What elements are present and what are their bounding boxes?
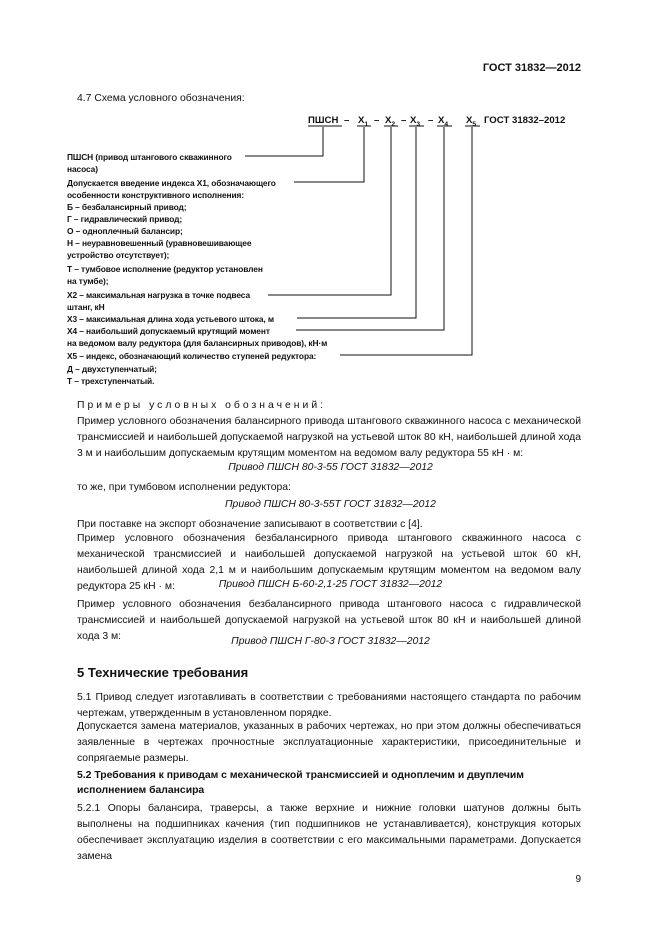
designation-dash: – [374,115,380,126]
label-x1-cont: особенности конструктивного исполнения: [67,190,245,200]
example-paragraph-4: Пример условного обозначения безбалансирного привода штангового скважинного насоса с механической трансмиссией и наибольшей допускаемой нагрузкой на устьевой шток 60 кН, наибольшей длиной хода 2,1 м и наибольшим допускаемым крутящим моментом на ведомом валу редуктора 25 кН · м: [77,533,581,592]
paragraph-5-2-1: 5.2.1 Опоры балансира, траверсы, а также верхние и нижние головки шатунов должны быть выполнены на подшипниках качения (тип подшипников не устанавливается), конструкция которых обеспечивает эксплуатацию изделия в соответствии с его максимальными параметрами. Допускается замена [77,803,581,862]
label-d: Д – двухступенчатый; [67,364,157,374]
label-x1: Допускается введение индекса X1, обозначающего [67,178,276,188]
example-paragraph-5: Пример условного обозначения безбалансирного привода штангового насоса с гидравлической трансмиссией и наибольшей допускаемой нагрузкой на устьевой шток 80 кН и наибольшей длиной хода 3 м: [77,599,581,642]
label-b: Б – безбалансирный привод; [67,202,187,212]
label-g: Г – гидравлический привод; [67,214,183,224]
page-number: 9 [575,874,581,885]
designation-x2: $X_2$ [385,115,396,128]
label-x3: X3 – максимальная длина хода устьевого штока, м [67,314,274,324]
example-paragraph-1-text: Пример условного обозначения балансирного привода штангового скважинного насоса с механической трансмиссией и наибольшей допускаемой нагрузкой на устьевой шток 80 кН, наибольшей длиной хода 3 м и наибольшим допускаемым крутящим моментом на ведомом валу редуктора 55 кН · м: [77,416,581,459]
label-n: Н – неуравновешенный (уравновешивающее [67,238,252,248]
example-designation-3: Привод ПШСН Б-60-2,1-25 ГОСТ 31832—2012 [218,579,443,590]
document-header-standard: ГОСТ 31832—2012 [482,62,581,74]
paragraph-5-1-cont: Допускается замена материалов, указанных в рабочих чертежах, но при этом должны обеспечиваться заявленные в чертежах прочностные эксплуатационные характеристики, присоединительные и сопрягаемые размеры. [77,721,581,764]
label-x5: X5 – индекс, обозначающий количество ступеней редуктора: [67,351,317,361]
designation-dash: – [344,115,350,126]
label-pshsn: ПШСН (привод штангового скважинного [67,152,232,162]
designation-standard: ГОСТ 31832–2012 [484,115,566,126]
label-o: О – одноплечный балансир; [67,226,183,236]
label-x4-cont: на ведомом валу редуктора (для балансирных приводов), кН·м [67,338,328,348]
example-designation-1: Привод ПШСН 80-3-55 ГОСТ 31832—2012 [228,462,433,473]
label-n-cont: устройство отсутствует); [67,250,170,260]
label-x2: X2 – максимальная нагрузка в точке подвеса [67,290,251,300]
label-t: Т – тумбовое исполнение (редуктор установлен [67,264,263,274]
example-paragraph-2: то же, при тумбовом исполнении редуктора: [77,482,291,493]
designation-x1: $X_1$ [358,115,369,128]
section-5-title: 5 Технические требования [77,665,249,680]
label-t-cont: на тумбе); [67,276,109,286]
designation-x5: $X_5$ [466,115,477,128]
designation-dash: – [428,115,434,126]
paragraph-5-1: 5.1 Привод следует изготавливать в соответствии с требованиями настоящего стандарта по рабочим чертежам, утвержденным в установленном порядке. [77,692,581,719]
example-designation-2: Привод ПШСН 80-3-55Т ГОСТ 31832—2012 [225,499,436,510]
label-x2-cont: штанг, кН [67,302,105,312]
designation-x4: $X_4$ [438,115,449,128]
example-designation-4: Привод ПШСН Г-80-3 ГОСТ 31832—2012 [231,636,430,647]
examples-heading: Примеры условных обозначений: [77,400,327,411]
example-paragraph-3: При поставке на экспорт обозначение записывают в соответствии с [4]. [77,519,423,530]
designation-prefix: ПШСН [308,115,339,126]
section-5-2-title: 5.2 Требования к приводам с механической трансмиссией и одноплечим и двуплечим исполнением балансира [77,770,524,796]
label-x4: X4 – наибольший допускаемый крутящий момент [67,326,270,336]
label-pshsn-cont: насоса) [67,164,98,174]
designation-x3: $X_3$ [410,115,421,128]
label-t3: Т – трехступенчатый. [67,376,155,386]
section-4-7-title: 4.7 Схема условного обозначения: [77,93,245,104]
designation-dash: – [401,115,407,126]
